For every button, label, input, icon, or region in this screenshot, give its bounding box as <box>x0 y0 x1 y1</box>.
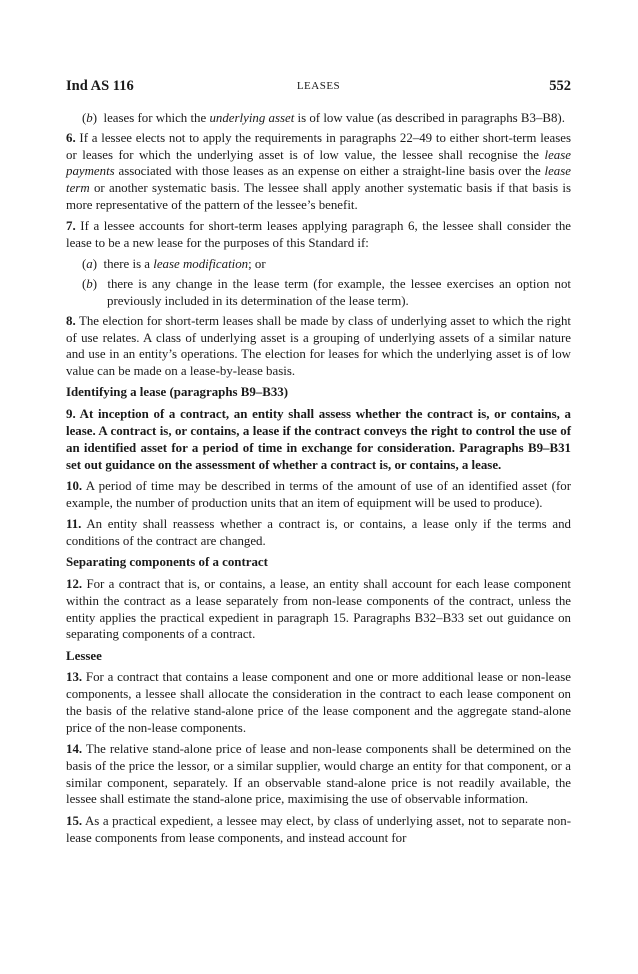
paragraph-6: 6. If a lessee elects not to apply the requirements in paragraphs 22–49 to either short-term leases or leases for which the underlying asset is of low value, the lessee shall recognise the lease payments associated with those leases as an expense on either a straight-line basis over the lease term or another systematic basis. The lessee shall apply another systematic basis if that basis is more representative of the pattern of the lessee’s benefit. <box>66 130 571 212</box>
paragraph-13: 13. For a contract that contains a lease component and one or more additional lease or non-lease components, a lessee shall allocate the consideration in the contract to each lease component on the basis of the relative stand-alone price of the lease component and the aggregate stand-alone price of the non-lease components. <box>66 670 571 735</box>
paragraph-15: 15. As a practical expedient, a lessee may elect, by class of underlying asset, not to separate non-lease components from lease components, and instead account for <box>66 813 571 845</box>
paragraph-9: 9. At inception of a contract, an entity shall assess whether the contract is, or contains, a lease. A contract is, or contains, a lease if the contract conveys the right to control the use of an identified asset for a period of time in exchange for consideration. Paragraphs B9–B31 set out guidance on the assessment of whether a contract is, or contains, a lease. <box>66 407 571 472</box>
list-item-a-modification: (a) there is a lease modification; or <box>82 257 266 272</box>
item-label: (a) <box>82 257 98 272</box>
item-label: (b) <box>82 111 98 125</box>
paragraph-12: 12. For a contract that is, or contains, a lease, an entity shall account for each lease component within the contract as a lease separately from non-lease components of the contract, unless the entity applies the practical expedient in paragraph 15. Paragraphs B32–B33 set out guidance on separating components of a contract. <box>66 576 571 642</box>
list-item-b-term-change: (b) there is any change in the lease term (for example, the lessee exercises an option not previously included in its determination of the lease term). <box>82 277 571 308</box>
item-label: (b) <box>82 277 98 292</box>
document-page <box>66 78 571 851</box>
paragraph-11: 11. An entity shall reassess whether a contract is, or contains, a lease only if the terms and conditions of the contract are changed. <box>66 517 571 548</box>
paragraph-7: 7. If a lessee accounts for short-term leases applying paragraph 6, the lessee shall consider the lease to be a new lease for the purposes of this Standard if: <box>66 219 571 251</box>
subheading-identifying-lease: Identifying a lease (paragraphs B9–B33) <box>66 385 289 400</box>
running-header <box>66 78 571 100</box>
section-title: LEASES <box>296 80 341 92</box>
subheading-lessee: Lessee <box>66 648 102 663</box>
subheading-separating-components: Separating components of a contract <box>66 555 268 570</box>
standard-name: Ind AS 116 <box>66 78 134 94</box>
list-item-b-low-value: (b) leases for which the underlying asset is of low value (as described in paragraphs B3–B8). <box>82 111 565 125</box>
paragraph-14: 14. The relative stand-alone price of lease and non-lease components shall be determined on the basis of the price the lessor, or a similar supplier, would charge an entity for that component, or a similar component, separately. If an observable stand-alone price is not readily available, the lessee shall estimate the stand-alone price, maximising the use of observable information. <box>66 742 571 807</box>
page-number: 552 <box>549 78 571 94</box>
paragraph-8: 8. The election for short-term leases shall be made by class of underlying asset to which the right of use relates. A class of underlying asset is a grouping of underlying assets of a similar nature and use in an entity’s operations. The election for leases for which the underlying asset is of low value can be made on a lease-by-lease basis. <box>66 313 571 379</box>
paragraph-10: 10. A period of time may be described in terms of the amount of use of an identified asset (for example, the number of production units that an item of equipment will be used to produce). <box>66 478 571 510</box>
